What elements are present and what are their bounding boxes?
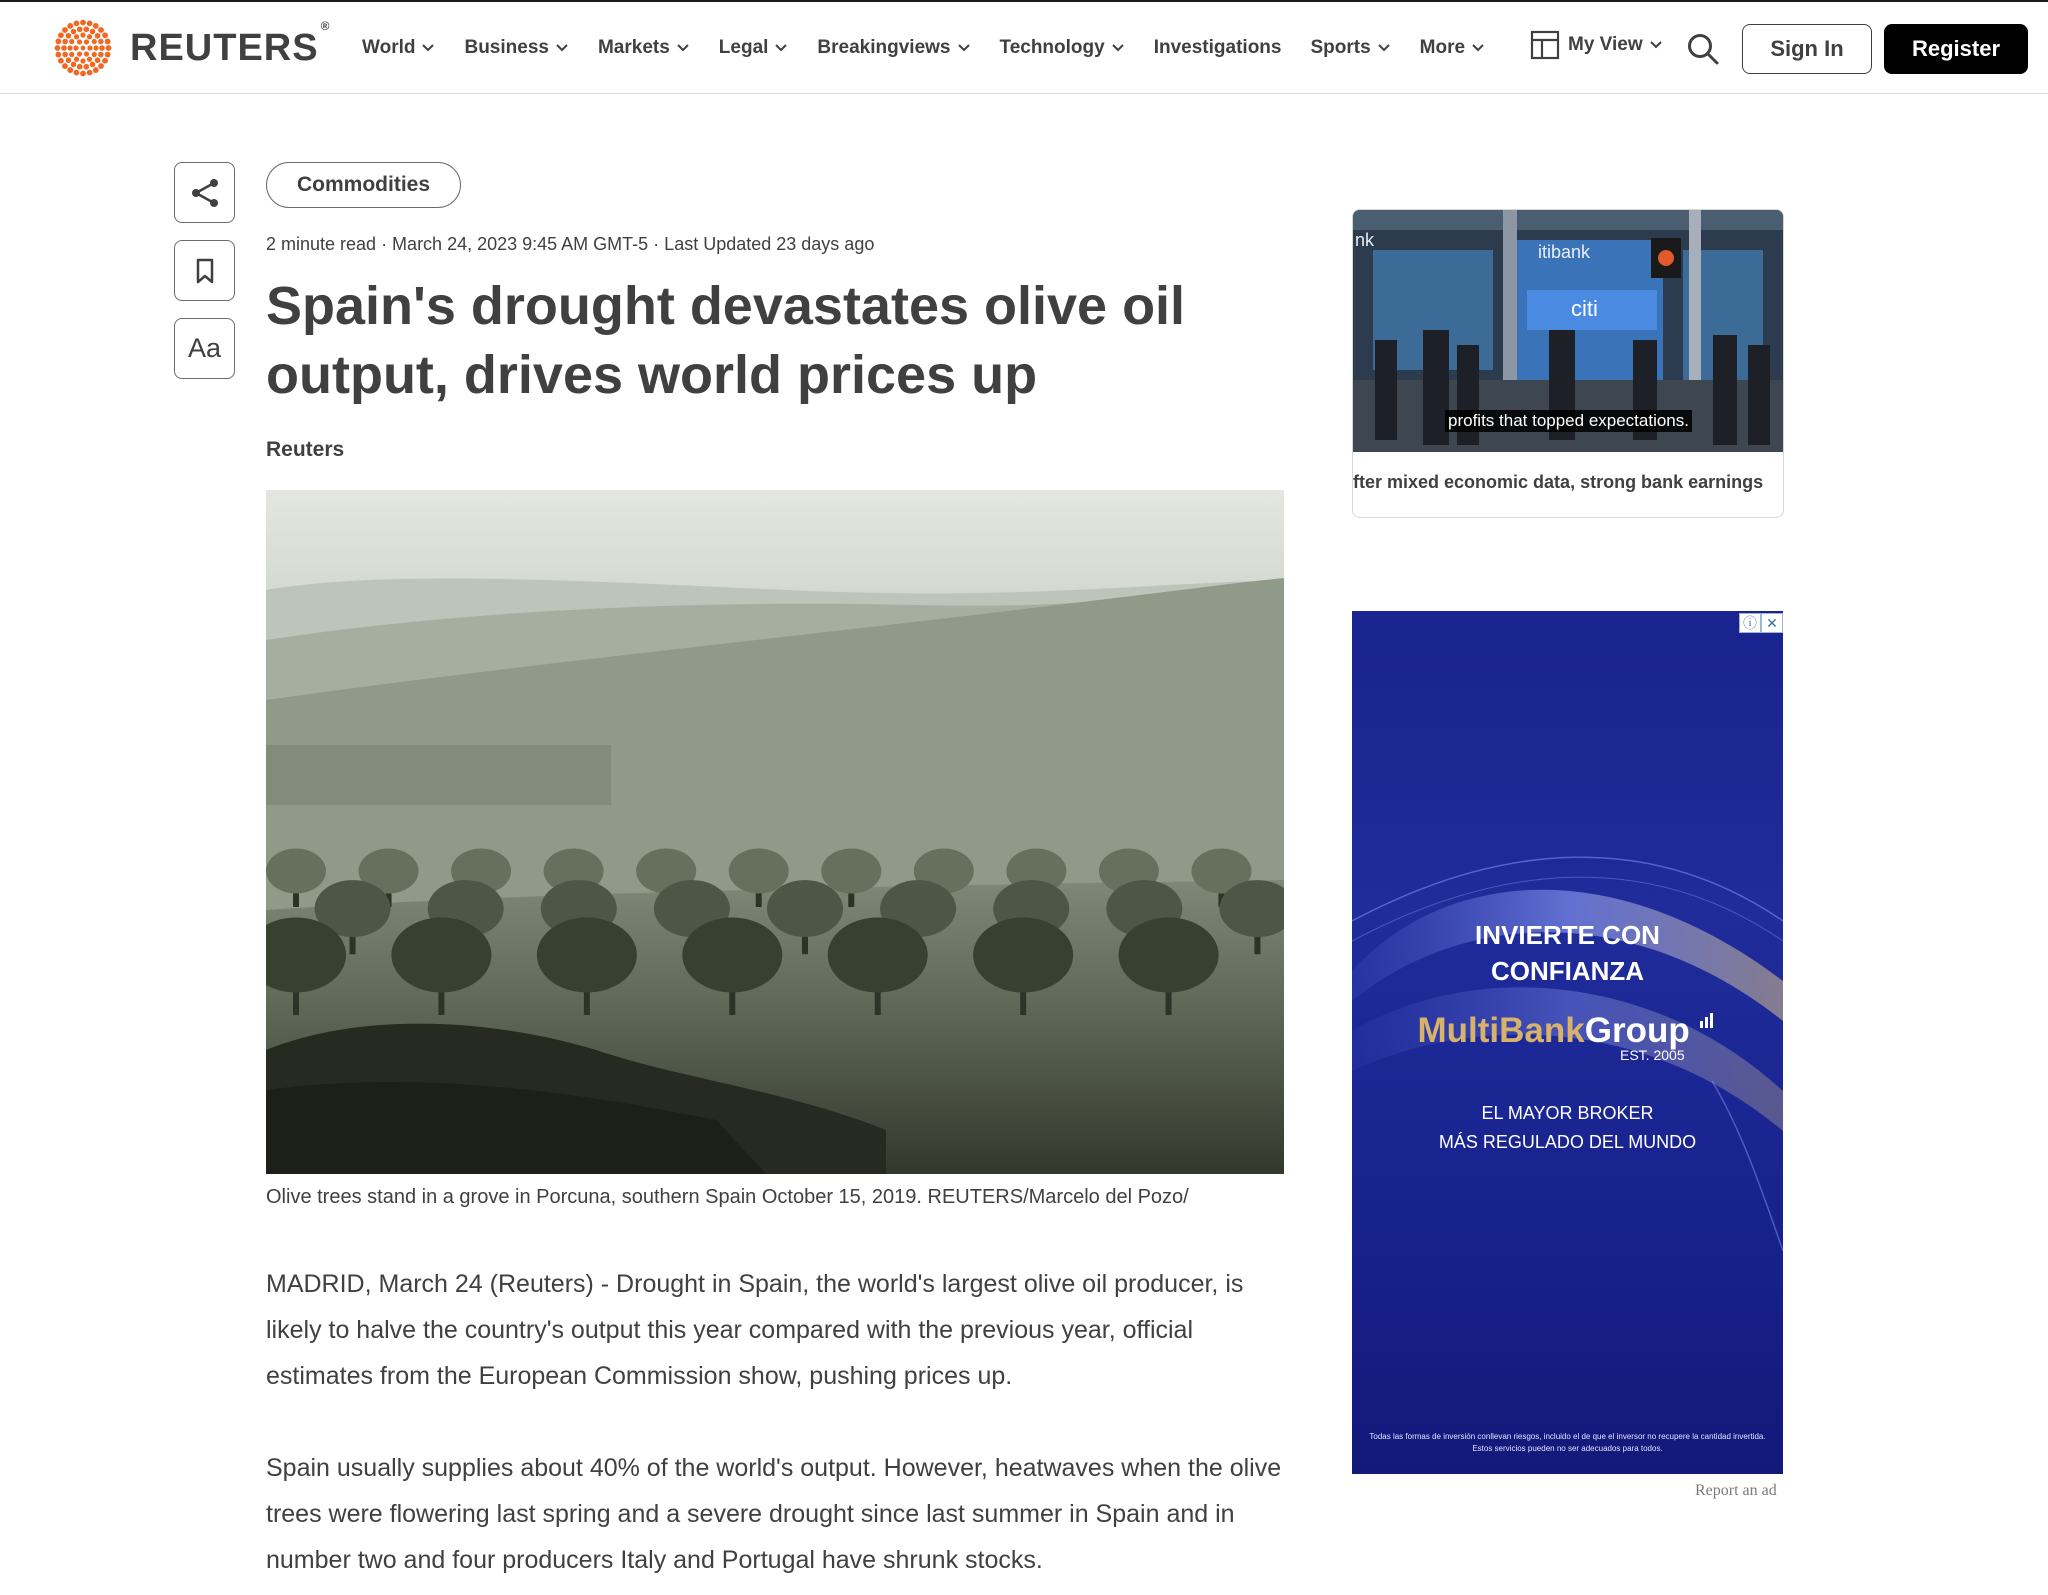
my-view-label: My View [1568,34,1643,55]
signal-bars-icon [1699,1011,1717,1029]
nav-item-markets[interactable] [598,37,690,59]
ad-subtext-line: MÁS REGULADO DEL MUNDO [1438,1132,1697,1152]
chevron-down-icon [555,43,569,53]
nav-item-technology[interactable] [1000,37,1125,59]
ad-est: EST. 2005 [1620,1047,1685,1063]
chevron-down-icon [1377,43,1391,53]
section-tag[interactable]: Commodities [266,162,461,208]
ad-brand-logo: MultiBankGroup [1352,1011,1783,1051]
bookmark-button[interactable] [174,240,235,301]
article-headline: Spain's drought devastates olive oil output, drives world prices up [266,276,1186,405]
report-ad-link[interactable]: Report an ad [1695,1482,1777,1499]
my-view-menu[interactable] [1530,29,1663,61]
video-subtitle: profits that topped expectations. [1445,410,1692,432]
register-button[interactable]: Register [1884,24,2028,74]
ad-close-icon[interactable]: ✕ [1761,613,1783,633]
chevron-down-icon [1111,43,1125,53]
ad-subtext [1352,1099,1783,1157]
nav-item-label: Investigations [1153,37,1282,58]
text-size-button[interactable]: Aa [174,318,235,379]
nav-item-label: Legal [718,37,769,58]
nav-item-label: Business [464,37,549,58]
nav-item-legal[interactable] [719,37,789,59]
advertisement[interactable] [1352,611,1783,1474]
ad-headline-line: CONFIANZA [1490,956,1645,986]
ad-controls [1739,613,1783,633]
chevron-down-icon [957,43,971,53]
svg-text:citi: citi [1571,296,1598,321]
photo-caption: Olive trees stand in a grove in Porcuna, southern Spain October 15, 2019. REUTERS/Marcelo del Pozo/ [266,1186,1189,1208]
video-card[interactable] [1352,209,1784,518]
main-nav [362,2,1514,94]
article-paragraph: MADRID, March 24 (Reuters) - Drought in Spain, the world's largest olive oil producer, is likely to halve the country's output this year compared with the previous year, official estimates from the European Commission show, pushing prices up. [266,1270,1244,1390]
svg-text:nk: nk [1355,230,1375,250]
nav-item-more[interactable] [1420,37,1485,59]
chevron-down-icon [774,43,788,53]
ad-headline-line: INVIERTE CON [1475,920,1660,950]
ad-subtext-line: EL MAYOR BROKER [1481,1103,1654,1123]
nav-item-breakingviews[interactable] [817,37,970,59]
nav-item-business[interactable] [464,37,568,59]
article-paragraph: Spain usually supplies about 40% of the world's output. However, heatwaves when the olive trees were flowering last spring and a severe drought since last summer in Spain and in number two and four producers Italy and Portugal have shrunk stocks. [266,1454,1282,1574]
chevron-down-icon [1471,43,1485,53]
video-thumbnail[interactable] [1353,210,1784,452]
nav-item-investigations[interactable] [1154,37,1282,59]
nav-item-label: More [1419,37,1466,58]
chevron-down-icon [1649,40,1663,50]
video-title[interactable]: fter mixed economic data, strong bank earnings [1353,472,1764,492]
reuters-logo[interactable] [48,16,330,80]
share-icon [188,176,222,210]
ad-headline [1352,917,1783,989]
chevron-down-icon [421,43,435,53]
nav-item-label: Technology [999,37,1105,58]
sign-in-button[interactable]: Sign In [1742,24,1872,74]
bookmark-icon [194,258,216,284]
search-icon[interactable] [1686,32,1720,66]
layout-grid-icon [1530,29,1560,61]
reuters-logo-icon [48,16,118,80]
article-meta: 2 minute read · March 24, 2023 9:45 AM GMT-5 · Last Updated 23 days ago [266,234,875,254]
nav-item-label: Sports [1310,37,1371,58]
olive-grove-image [266,490,1284,1174]
chevron-down-icon [676,43,690,53]
nav-item-label: Breakingviews [817,37,951,58]
nav-item-label: Markets [597,37,670,58]
share-button[interactable] [174,162,235,223]
nav-item-label: World [362,37,416,58]
reuters-wordmark: REUTERS® [130,18,331,69]
svg-text:itibank: itibank [1538,242,1591,262]
article-byline[interactable]: Reuters [266,438,345,461]
article-photo[interactable] [266,490,1284,1174]
nav-item-sports[interactable] [1310,37,1390,59]
ad-disclaimer: Todas las formas de inversión conllevan riesgos, incluido el de que el inversor no recupere la cantidad invertida. Estos servicios pueden no ser adecuados para todos. [1369,1432,1766,1453]
site-header [0,0,2048,94]
nav-item-world[interactable] [362,37,435,59]
ad-info-icon[interactable]: ⓘ [1739,613,1761,633]
